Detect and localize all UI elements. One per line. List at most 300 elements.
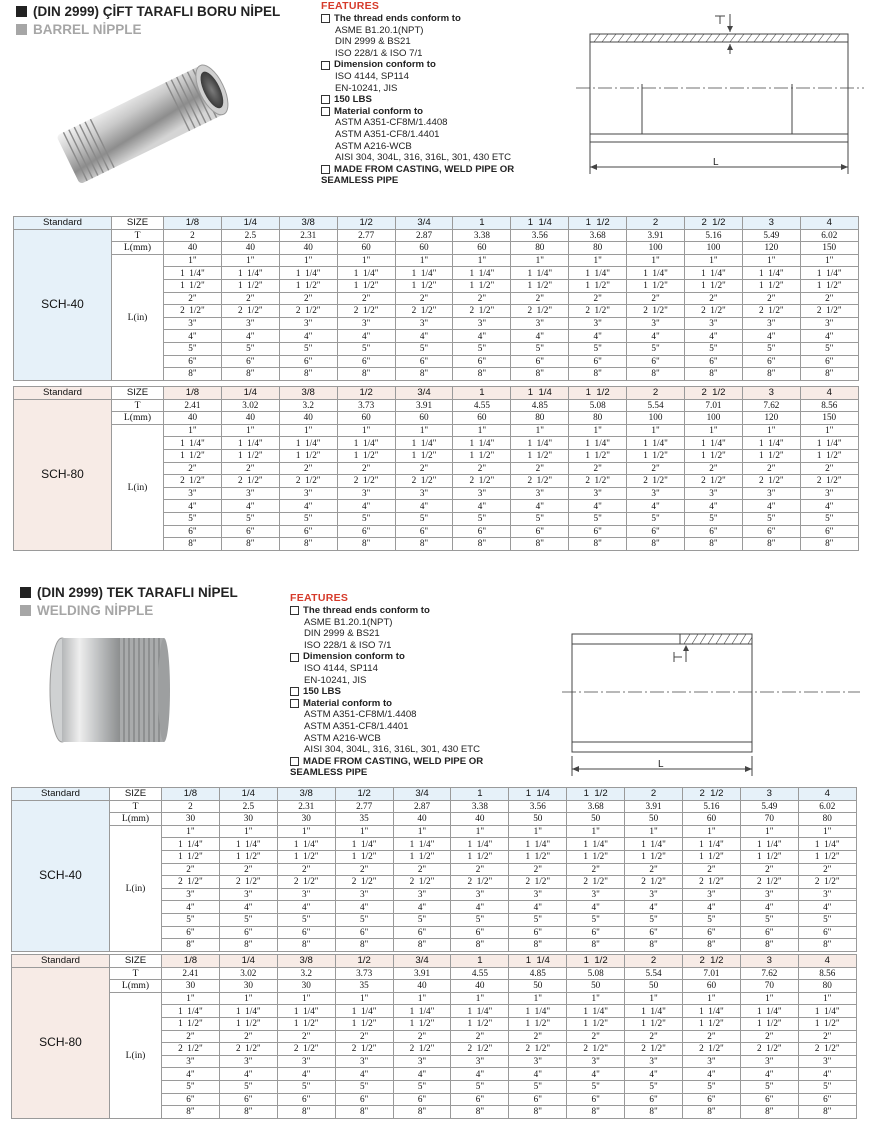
table-cell: 8" xyxy=(335,939,393,952)
size-header: SIZE xyxy=(110,788,162,801)
table-cell: 30 xyxy=(277,813,335,826)
table-cell: 2" xyxy=(335,863,393,876)
table-cell: 1 1/4" xyxy=(800,437,858,450)
barrel-diagram-l-label: L xyxy=(713,157,719,168)
size-cell: 4 xyxy=(800,387,858,400)
schedule-label: SCH-40 xyxy=(12,800,110,951)
table-cell: 2" xyxy=(625,1030,683,1043)
table-cell: 1 1/2" xyxy=(742,449,800,462)
welding-subtitle: WELDING NİPPLE xyxy=(37,603,154,618)
table-cell: 8" xyxy=(685,538,743,551)
table-cell: 6" xyxy=(395,525,453,538)
table-cell: 3" xyxy=(627,317,685,330)
welding-title-row xyxy=(20,585,238,600)
table-cell: 3" xyxy=(798,888,856,901)
table-cell: 4" xyxy=(393,901,451,914)
table-cell: 2 1/2" xyxy=(393,876,451,889)
table-cell: 6" xyxy=(451,1093,509,1106)
feature-heading xyxy=(321,164,581,176)
table-cell: 2" xyxy=(164,462,222,475)
table-cell: 7.01 xyxy=(685,399,743,412)
table-cell: 4" xyxy=(798,901,856,914)
table-cell: 1 1/2" xyxy=(798,1017,856,1030)
table-cell: 5" xyxy=(509,1080,567,1093)
table-cell: 3" xyxy=(569,487,627,500)
table-cell: 5" xyxy=(221,512,279,525)
table-cell: 1 1/4" xyxy=(685,267,743,280)
size-cell: 3/8 xyxy=(277,955,335,968)
table-cell: 8" xyxy=(393,939,451,952)
table-cell: 1 1/4" xyxy=(625,838,683,851)
size-cell: 1/4 xyxy=(219,955,277,968)
table-cell: 5" xyxy=(567,913,625,926)
table-cell: 3.38 xyxy=(453,229,511,242)
feature-heading-text: Material conform to xyxy=(303,697,393,709)
table-cell: 1 1/4" xyxy=(279,267,337,280)
table-cell: 2" xyxy=(393,863,451,876)
title-bullet xyxy=(16,6,27,17)
checkbox-icon xyxy=(321,95,330,104)
table-cell: 2" xyxy=(800,292,858,305)
feature-line: DIN 2999 & BS21 xyxy=(304,628,380,640)
table-cell: 4" xyxy=(277,1068,335,1081)
table-cell: 1 1/2" xyxy=(685,279,743,292)
table-cell: 4" xyxy=(393,1068,451,1081)
table-row xyxy=(14,229,859,242)
table-cell: 8" xyxy=(279,538,337,551)
table-cell: 6" xyxy=(221,355,279,368)
table-cell: 2" xyxy=(219,863,277,876)
table-cell: 2 1/2" xyxy=(221,475,279,488)
table-cell: 3" xyxy=(683,888,741,901)
table-cell: 3" xyxy=(221,487,279,500)
table-cell: 1 1/2" xyxy=(337,449,395,462)
table-cell: 4" xyxy=(683,1068,741,1081)
table-cell: 2" xyxy=(162,1030,220,1043)
size-cell: 2 1/2 xyxy=(685,387,743,400)
size-cell: 1/8 xyxy=(164,217,222,230)
table-cell: 5" xyxy=(509,913,567,926)
table-cell: 4" xyxy=(567,901,625,914)
table-cell: 1" xyxy=(395,254,453,267)
size-cell: 3/8 xyxy=(277,788,335,801)
table-cell: 2 1/2" xyxy=(685,305,743,318)
table-row xyxy=(12,825,857,838)
table-cell: 4" xyxy=(800,330,858,343)
table-cell: 4" xyxy=(335,901,393,914)
table-cell: 1" xyxy=(335,825,393,838)
schedule-label: SCH-80 xyxy=(12,967,110,1118)
table-cell: 5.16 xyxy=(683,800,741,813)
size-cell: 3/4 xyxy=(393,788,451,801)
table-cell: 40 xyxy=(279,242,337,255)
table-cell: 5" xyxy=(335,1080,393,1093)
table-cell: 1" xyxy=(685,254,743,267)
table-cell: 2" xyxy=(683,1030,741,1043)
table-cell: 1" xyxy=(742,254,800,267)
table-cell: 4" xyxy=(627,500,685,513)
size-cell: 1 xyxy=(451,955,509,968)
table-cell: 2 1/2" xyxy=(625,876,683,889)
checkbox-icon xyxy=(290,606,299,615)
table-cell: 5" xyxy=(453,512,511,525)
feature-tail: SEAMLESS PIPE xyxy=(321,175,399,187)
row-label: L(in) xyxy=(112,254,164,380)
checkbox-icon xyxy=(321,107,330,116)
table-cell: 3" xyxy=(740,1055,798,1068)
table-cell: 1 1/4" xyxy=(277,838,335,851)
table-cell: 2 1/2" xyxy=(567,876,625,889)
table-cell: 120 xyxy=(742,412,800,425)
table-cell: 2" xyxy=(625,863,683,876)
table-cell: 2.87 xyxy=(393,800,451,813)
table-cell: 2" xyxy=(451,863,509,876)
table-cell: 6" xyxy=(393,926,451,939)
table-cell: 2" xyxy=(221,462,279,475)
table-cell: 3" xyxy=(279,487,337,500)
table-cell: 1 1/4" xyxy=(219,1005,277,1018)
table-cell: 4" xyxy=(625,901,683,914)
table-cell: 1 1/2" xyxy=(569,279,627,292)
table-cell: 2 1/2" xyxy=(453,475,511,488)
feature-heading-text: 150 LBS xyxy=(334,94,372,106)
table-cell: 1 1/4" xyxy=(277,1005,335,1018)
table-cell: 30 xyxy=(219,980,277,993)
table-cell: 1" xyxy=(683,992,741,1005)
table-cell: 6" xyxy=(567,1093,625,1106)
table-row xyxy=(12,980,857,993)
table-cell: 1 1/2" xyxy=(511,279,569,292)
row-label: T xyxy=(110,967,162,980)
table-cell: 1 1/2" xyxy=(277,850,335,863)
table-cell: 5" xyxy=(395,342,453,355)
table-cell: 8" xyxy=(395,368,453,381)
table-cell: 100 xyxy=(627,412,685,425)
table-cell: 2 1/2" xyxy=(742,475,800,488)
table-cell: 6" xyxy=(162,926,220,939)
table-cell: 4" xyxy=(567,1068,625,1081)
feature-heading xyxy=(321,13,581,25)
table-cell: 4" xyxy=(164,330,222,343)
table-cell: 1 1/2" xyxy=(451,1017,509,1030)
size-cell: 3/8 xyxy=(279,217,337,230)
table-cell: 4" xyxy=(509,901,567,914)
table-cell: 1 1/2" xyxy=(335,850,393,863)
size-cell: 1 xyxy=(453,217,511,230)
table-cell: 1 1/2" xyxy=(162,850,220,863)
welding-sch40-table xyxy=(11,787,857,952)
table-cell: 1 1/4" xyxy=(221,267,279,280)
table-cell: 4" xyxy=(453,330,511,343)
table-cell: 2 1/2" xyxy=(164,475,222,488)
table-cell: 1 1/2" xyxy=(683,1017,741,1030)
table-cell: 1 1/4" xyxy=(393,1005,451,1018)
table-cell: 8" xyxy=(511,368,569,381)
table-cell: 3.38 xyxy=(451,800,509,813)
table-cell: 2" xyxy=(337,292,395,305)
table-cell: 6" xyxy=(509,1093,567,1106)
table-cell: 1 1/2" xyxy=(221,279,279,292)
table-row xyxy=(14,412,859,425)
table-cell: 1" xyxy=(742,424,800,437)
table-cell: 2" xyxy=(221,292,279,305)
table-cell: 3" xyxy=(164,487,222,500)
feature-heading-text: 150 LBS xyxy=(303,686,341,698)
barrel-features-list xyxy=(321,13,581,187)
barrel-subtitle-row xyxy=(16,22,142,37)
size-cell: 1 1/4 xyxy=(509,788,567,801)
table-cell: 1" xyxy=(337,424,395,437)
table-cell: 8" xyxy=(509,939,567,952)
table-cell: 1 1/4" xyxy=(335,838,393,851)
table-cell: 5.16 xyxy=(685,229,743,242)
table-cell: 1" xyxy=(279,424,337,437)
table-cell: 6" xyxy=(798,1093,856,1106)
table-cell: 8" xyxy=(798,1106,856,1119)
table-cell: 50 xyxy=(625,813,683,826)
table-cell: 2 1/2" xyxy=(800,305,858,318)
table-cell: 3.68 xyxy=(569,229,627,242)
table-cell: 1 1/2" xyxy=(164,279,222,292)
table-cell: 6" xyxy=(627,355,685,368)
table-cell: 1 1/2" xyxy=(395,449,453,462)
table-cell: 2 1/2" xyxy=(798,1043,856,1056)
table-cell: 2 1/2" xyxy=(395,305,453,318)
table-cell: 1" xyxy=(625,992,683,1005)
table-cell: 3.73 xyxy=(335,967,393,980)
feature-line: ASTM A351-CF8M/1.4408 xyxy=(335,117,448,129)
row-label: T xyxy=(110,800,162,813)
table-cell: 4" xyxy=(164,500,222,513)
table-cell: 8" xyxy=(277,939,335,952)
table-cell: 2" xyxy=(685,292,743,305)
table-cell: 2 1/2" xyxy=(277,1043,335,1056)
table-cell: 1" xyxy=(567,825,625,838)
table-cell: 1" xyxy=(393,825,451,838)
table-cell: 1" xyxy=(451,825,509,838)
table-cell: 6" xyxy=(164,355,222,368)
table-row xyxy=(14,254,859,267)
table-row xyxy=(12,800,857,813)
table-cell: 2" xyxy=(742,462,800,475)
table-cell: 1" xyxy=(221,254,279,267)
table-cell: 4" xyxy=(742,500,800,513)
table-cell: 2 1/2" xyxy=(393,1043,451,1056)
table-cell: 1 1/2" xyxy=(453,279,511,292)
welding-subtitle-row xyxy=(20,603,153,618)
table-cell: 2" xyxy=(685,462,743,475)
table-cell: 40 xyxy=(164,242,222,255)
table-cell: 6" xyxy=(798,926,856,939)
table-cell: 1 1/2" xyxy=(740,850,798,863)
table-cell: 6" xyxy=(219,926,277,939)
table-cell: 40 xyxy=(393,980,451,993)
table-cell: 5" xyxy=(740,1080,798,1093)
size-cell: 2 xyxy=(625,955,683,968)
size-cell: 2 xyxy=(625,788,683,801)
table-cell: 6" xyxy=(567,926,625,939)
table-cell: 1" xyxy=(451,992,509,1005)
table-cell: 3" xyxy=(627,487,685,500)
table-cell: 1" xyxy=(798,992,856,1005)
table-cell: 2.77 xyxy=(335,800,393,813)
table-cell: 3.56 xyxy=(511,229,569,242)
table-cell: 5" xyxy=(221,342,279,355)
table-cell: 3" xyxy=(800,487,858,500)
table-cell: 3" xyxy=(569,317,627,330)
table-cell: 8" xyxy=(567,939,625,952)
row-label: L(mm) xyxy=(110,813,162,826)
table-cell: 1" xyxy=(279,254,337,267)
table-cell: 2 xyxy=(164,229,222,242)
barrel-nipple-photo xyxy=(40,60,240,190)
table-cell: 8" xyxy=(627,538,685,551)
table-cell: 1 1/2" xyxy=(164,449,222,462)
table-cell: 6" xyxy=(569,355,627,368)
table-cell: 1" xyxy=(164,424,222,437)
table-cell: 3" xyxy=(279,317,337,330)
table-cell: 1 1/4" xyxy=(511,267,569,280)
table-cell: 4" xyxy=(337,500,395,513)
size-cell: 2 1/2 xyxy=(683,788,741,801)
table-cell: 4" xyxy=(509,1068,567,1081)
table-cell: 35 xyxy=(335,813,393,826)
table-cell: 8" xyxy=(221,538,279,551)
size-cell: 1/2 xyxy=(337,387,395,400)
welding-sch80-table xyxy=(11,954,857,1119)
table-cell: 3.91 xyxy=(625,800,683,813)
table-cell: 2" xyxy=(453,462,511,475)
feature-line: EN-10241, JIS xyxy=(304,674,367,686)
table-cell: 1" xyxy=(509,825,567,838)
table-cell: 8" xyxy=(625,939,683,952)
table-cell: 1 1/2" xyxy=(277,1017,335,1030)
table-cell: 5.49 xyxy=(740,800,798,813)
table-cell: 2" xyxy=(569,292,627,305)
table-cell: 5" xyxy=(279,342,337,355)
table-header-row xyxy=(12,788,857,801)
size-cell: 2 1/2 xyxy=(685,217,743,230)
table-cell: 1 1/2" xyxy=(567,1017,625,1030)
table-cell: 1 1/4" xyxy=(451,838,509,851)
table-cell: 1 1/4" xyxy=(685,437,743,450)
size-cell: 3 xyxy=(740,788,798,801)
feature-heading xyxy=(290,686,550,698)
size-cell: 4 xyxy=(800,217,858,230)
feature-line: EN-10241, JIS xyxy=(335,82,398,94)
table-cell: 3.91 xyxy=(627,229,685,242)
welding-features-list xyxy=(290,605,550,779)
size-cell: 1 1/4 xyxy=(511,217,569,230)
table-row xyxy=(12,967,857,980)
table-cell: 2 1/2" xyxy=(511,305,569,318)
table-cell: 3" xyxy=(451,888,509,901)
feature-line: ISO 228/1 & ISO 7/1 xyxy=(304,639,392,651)
table-cell: 5" xyxy=(451,1080,509,1093)
table-cell: 1" xyxy=(335,992,393,1005)
table-cell: 6" xyxy=(683,1093,741,1106)
table-cell: 2 1/2" xyxy=(800,475,858,488)
table-cell: 1" xyxy=(740,992,798,1005)
size-cell: 1 1/2 xyxy=(569,217,627,230)
table-cell: 2.5 xyxy=(219,800,277,813)
table-cell: 1 1/2" xyxy=(798,850,856,863)
table-cell: 1 1/4" xyxy=(337,437,395,450)
table-cell: 3" xyxy=(162,888,220,901)
table-cell: 2" xyxy=(798,1030,856,1043)
table-row xyxy=(12,992,857,1005)
table-cell: 4" xyxy=(279,500,337,513)
table-cell: 2" xyxy=(395,292,453,305)
table-cell: 7.62 xyxy=(740,967,798,980)
table-cell: 80 xyxy=(569,412,627,425)
table-cell: 1 1/2" xyxy=(625,850,683,863)
table-cell: 1 1/4" xyxy=(742,437,800,450)
table-cell: 2.31 xyxy=(279,229,337,242)
checkbox-icon xyxy=(290,687,299,696)
table-cell: 8" xyxy=(683,939,741,952)
table-cell: 120 xyxy=(742,242,800,255)
table-cell: 3" xyxy=(511,317,569,330)
table-cell: 8.56 xyxy=(798,967,856,980)
table-cell: 5.08 xyxy=(567,967,625,980)
size-cell: 2 xyxy=(627,387,685,400)
table-cell: 5" xyxy=(277,1080,335,1093)
table-cell: 150 xyxy=(800,412,858,425)
table-cell: 5" xyxy=(219,1080,277,1093)
table-cell: 1" xyxy=(511,424,569,437)
barrel-sch40-table xyxy=(13,216,859,381)
table-cell: 7.62 xyxy=(742,399,800,412)
table-cell: 2 1/2" xyxy=(742,305,800,318)
table-cell: 8" xyxy=(511,538,569,551)
table-cell: 1" xyxy=(219,825,277,838)
table-cell: 2" xyxy=(393,1030,451,1043)
table-cell: 1 1/2" xyxy=(279,449,337,462)
table-cell: 1" xyxy=(277,825,335,838)
table-cell: 2 1/2" xyxy=(685,475,743,488)
size-header: SIZE xyxy=(112,387,164,400)
table-cell: 1 1/4" xyxy=(162,1005,220,1018)
table-cell: 4" xyxy=(395,330,453,343)
table-cell: 1 1/2" xyxy=(451,850,509,863)
feature-heading-text: Dimension conform to xyxy=(334,59,436,71)
table-cell: 2" xyxy=(395,462,453,475)
table-cell: 2" xyxy=(277,1030,335,1043)
table-cell: 4" xyxy=(451,1068,509,1081)
table-cell: 1" xyxy=(219,992,277,1005)
table-cell: 1 1/4" xyxy=(509,1005,567,1018)
table-cell: 2" xyxy=(335,1030,393,1043)
table-cell: 3" xyxy=(742,487,800,500)
barrel-nipple-diagram xyxy=(570,2,870,182)
row-label: L(mm) xyxy=(110,980,162,993)
table-cell: 2 1/2" xyxy=(219,876,277,889)
table-cell: 4" xyxy=(162,901,220,914)
table-cell: 1" xyxy=(683,825,741,838)
table-cell: 3" xyxy=(567,888,625,901)
size-cell: 2 xyxy=(627,217,685,230)
table-cell: 3" xyxy=(395,487,453,500)
size-cell: 1/8 xyxy=(162,788,220,801)
table-cell: 1" xyxy=(393,992,451,1005)
size-cell: 1/2 xyxy=(337,217,395,230)
table-cell: 30 xyxy=(219,813,277,826)
table-cell: 5.08 xyxy=(569,399,627,412)
table-header-row xyxy=(12,955,857,968)
table-cell: 2 1/2" xyxy=(627,305,685,318)
table-cell: 80 xyxy=(798,980,856,993)
